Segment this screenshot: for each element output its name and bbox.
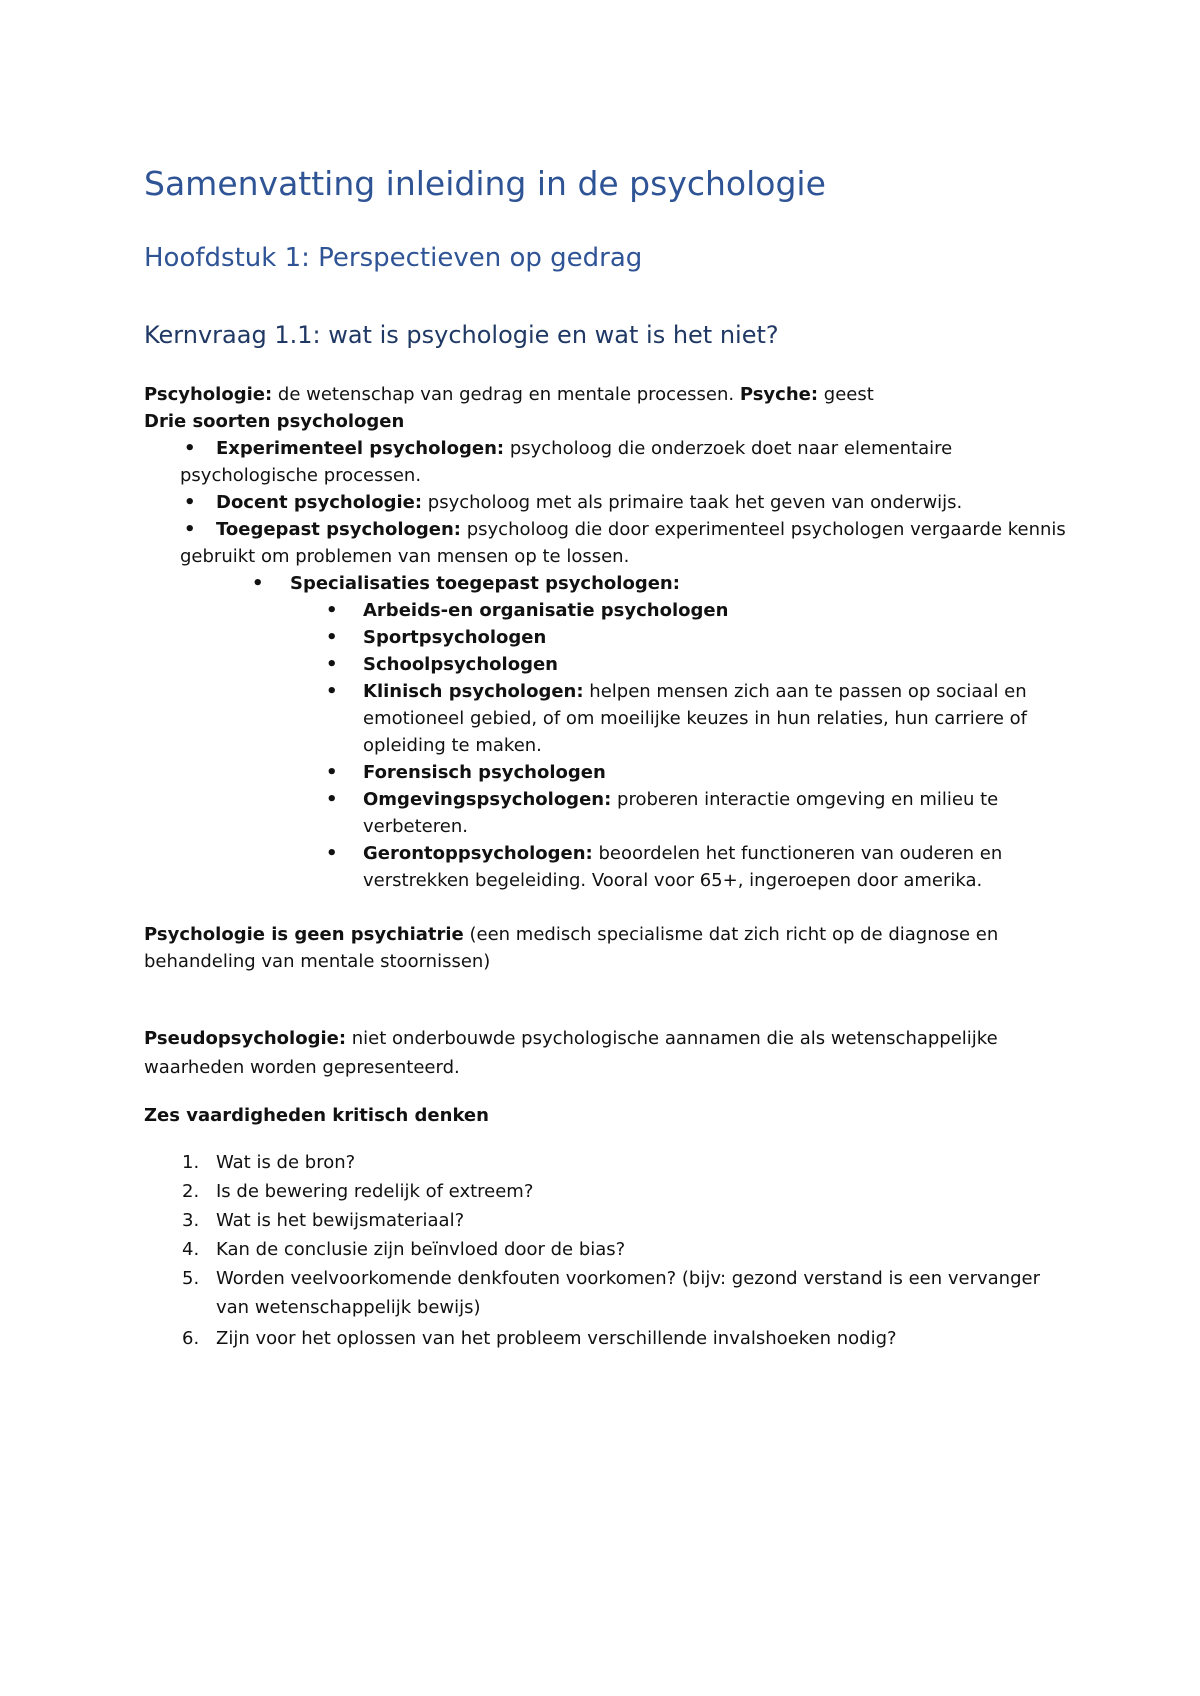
bullet-icon: • [184,519,196,540]
bullet-icon: • [326,843,338,864]
list-item: Arbeids-en organisatie psychologen [363,600,729,621]
definition-text: de wetenschap van gedrag en mentale processen. [272,384,740,405]
list-item: Sportpsychologen [363,627,547,648]
numbered-item: Zijn voor het oplossen van het probleem verschillende invalshoeken nodig? [216,1328,897,1349]
pseudo-continuation: waarheden worden gepresenteerd. [144,1057,460,1078]
list-item: Docent psychologie: psycholoog met als primaire taak het geven van onderwijs. [216,492,963,513]
bullet-icon: • [184,492,196,513]
list-item: Forensisch psychologen [363,762,606,783]
numbered-item: Is de bewering redelijk of extreem? [216,1181,534,1202]
definition-term2: Psyche: [739,384,819,405]
list-item-continuation: gebruikt om problemen van mensen op te lossen. [180,546,630,567]
kritisch-heading: Zes vaardigheden kritisch denken [144,1105,489,1126]
bullet-icon: • [326,654,338,675]
chapter-heading: Hoofdstuk 1: Perspectieven op gedrag [144,243,643,273]
list-item-continuation: psychologische processen. [180,465,422,486]
bullet-icon: • [326,789,338,810]
psychiatrie-paragraph: Psychologie is geen psychiatrie (een medisch specialisme dat zich richt op de diagnose en [144,924,999,945]
pseudo-paragraph: Pseudopsychologie: niet onderbouwde psychologische aannamen die als wetenschappelijke [144,1028,998,1049]
list-number: 5. [182,1268,200,1289]
bullet-icon: • [252,573,264,594]
numbered-item: Wat is de bron? [216,1152,356,1173]
bullet-icon: • [184,438,196,459]
definition-term: Pscyhologie: [144,384,273,405]
list-number: 4. [182,1239,200,1260]
kernvraag-heading: Kernvraag 1.1: wat is psychologie en wat is het niet? [144,321,779,349]
specialisaties-heading: Specialisaties toegepast psychologen: [290,573,680,594]
list-item: Experimenteel psychologen: psycholoog die onderzoek doet naar elementaire [216,438,953,459]
list-item: Klinisch psychologen: helpen mensen zich aan te passen op sociaal en [363,681,1027,702]
list-item-continuation: verbeteren. [363,816,468,837]
bullet-icon: • [326,600,338,621]
numbered-item: Wat is het bewijsmateriaal? [216,1210,465,1231]
list-item: Toegepast psychologen: psycholoog die door experimenteel psychologen vergaarde kennis [216,519,1066,540]
bullet-icon: • [326,627,338,648]
numbered-item-continuation: van wetenschappelijk bewijs) [216,1297,481,1318]
list-item-continuation: emotioneel gebied, of om moeilijke keuzes in hun relaties, hun carriere of [363,708,1027,729]
definition-line [144,382,874,408]
psychiatrie-continuation: behandeling van mentale stoornissen) [144,951,491,972]
numbered-item: Kan de conclusie zijn beïnvloed door de bias? [216,1239,626,1260]
list-item: Omgevingspsychologen: proberen interactie omgeving en milieu te [363,789,999,810]
list-item-continuation: verstrekken begeleiding. Vooral voor 65+, ingeroepen door amerika. [363,870,983,891]
bullet-icon: • [326,681,338,702]
list-item: Schoolpsychologen [363,654,558,675]
list-number: 1. [182,1152,200,1173]
list-item-continuation: opleiding te maken. [363,735,542,756]
list-item: Gerontoppsychologen: beoordelen het functioneren van ouderen en [363,843,1003,864]
list-number: 6. [182,1328,200,1349]
definition-text2: geest [818,384,874,405]
types-heading: Drie soorten psychologen [144,411,405,432]
list-number: 2. [182,1181,200,1202]
list-number: 3. [182,1210,200,1231]
bullet-icon: • [326,762,338,783]
document-title: Samenvatting inleiding in de psychologie [144,164,826,203]
numbered-item: Worden veelvoorkomende denkfouten voorkomen? (bijv: gezond verstand is een vervanger [216,1268,1040,1289]
